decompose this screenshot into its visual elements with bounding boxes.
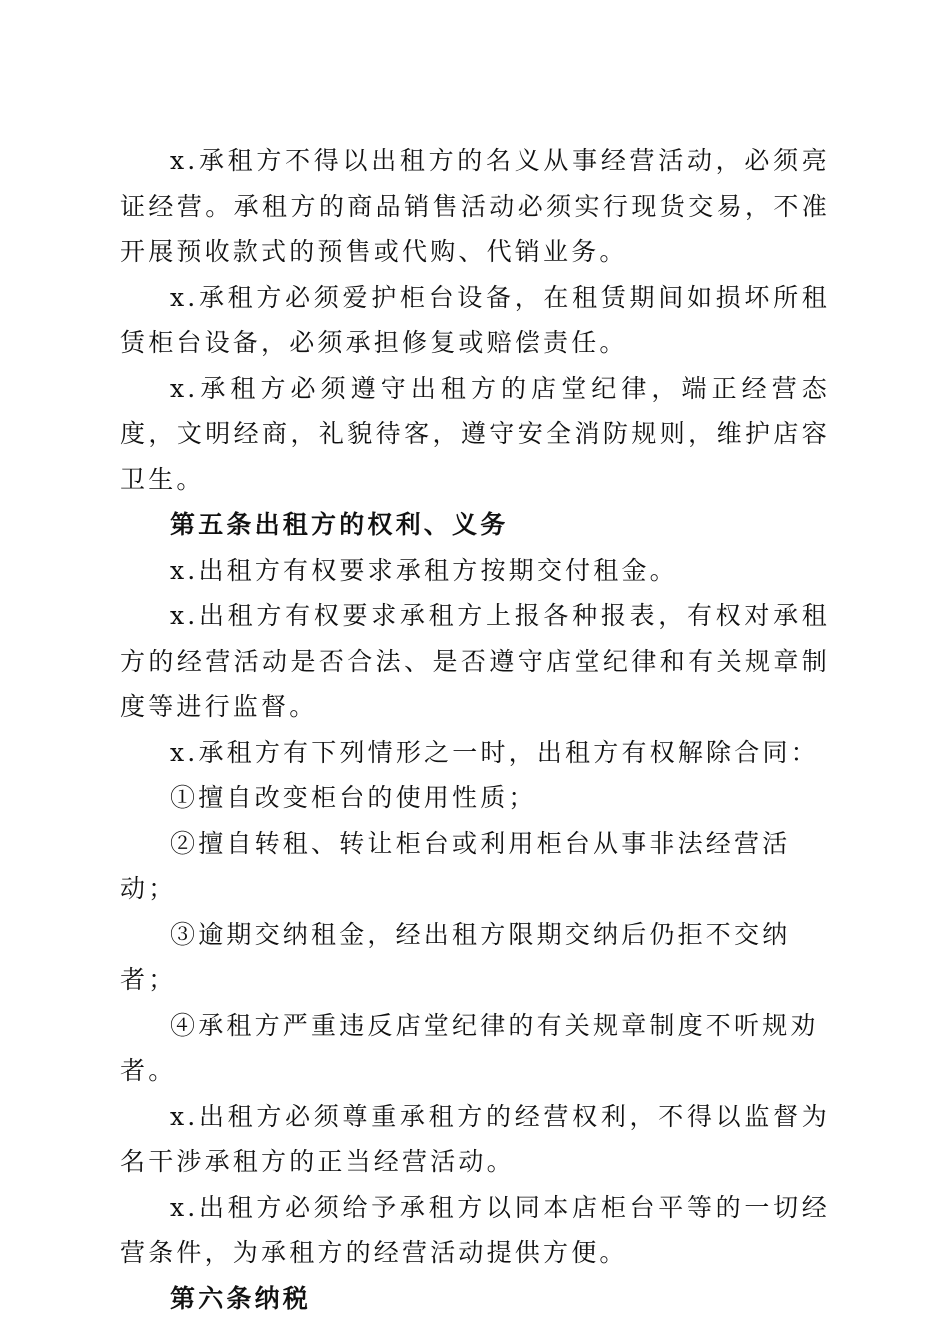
paragraph-equipment-care: x.承租方必须爱护柜台设备，在租赁期间如损坏所租赁柜台设备，必须承担修复或赔偿责任。 [120, 282, 830, 357]
section-5-paragraph-3: x.承租方有下列情形之一时，出租方有权解除合同： [170, 737, 819, 767]
section-5-paragraph-2: x.出租方有权要求承租方上报各种报表，有权对承租方的经营活动是否合法、是否遵守店堂纪律和有关规章制度等进行监督。 [120, 601, 830, 721]
paragraph-business-conduct: x.承租方不得以出租方的名义从事经营活动，必须亮证经营。承租方的商品销售活动必须实行现货交易，不准开展预收款式的预售或代购、代销业务。 [120, 146, 830, 266]
paragraph-store-discipline: x.承租方必须遵守出租方的店堂纪律，端正经营态度，文明经商，礼貌待客，遵守安全消防规则，维护店容卫生。 [120, 373, 830, 494]
section-5-paragraph-1: x.出租方有权要求承租方按期交付租金。 [170, 555, 678, 585]
termination-condition-4: ④承租方严重违反店堂纪律的有关规章制度不听规劝者。 [120, 1010, 819, 1085]
termination-condition-3: ③逾期交纳租金，经出租方限期交纳后仍拒不交纳者； [120, 919, 791, 994]
document-body [120, 138, 830, 1321]
section-5-paragraph-5: x.出租方必须给予承租方以同本店柜台平等的一切经营条件，为承租方的经营活动提供方便。 [120, 1192, 830, 1267]
section-5-heading: 第五条出租方的权利、义务 [170, 510, 509, 539]
section-6-heading: 第六条纳税 [170, 1283, 312, 1313]
termination-condition-2: ②擅自转租、转让柜台或利用柜台从事非法经营活动； [120, 828, 791, 903]
termination-condition-1: ①擅自改变柜台的使用性质； [170, 783, 537, 812]
section-5-paragraph-4: x.出租方必须尊重承租方的经营权利，不得以监督为名干涉承租方的正当经营活动。 [120, 1101, 830, 1176]
